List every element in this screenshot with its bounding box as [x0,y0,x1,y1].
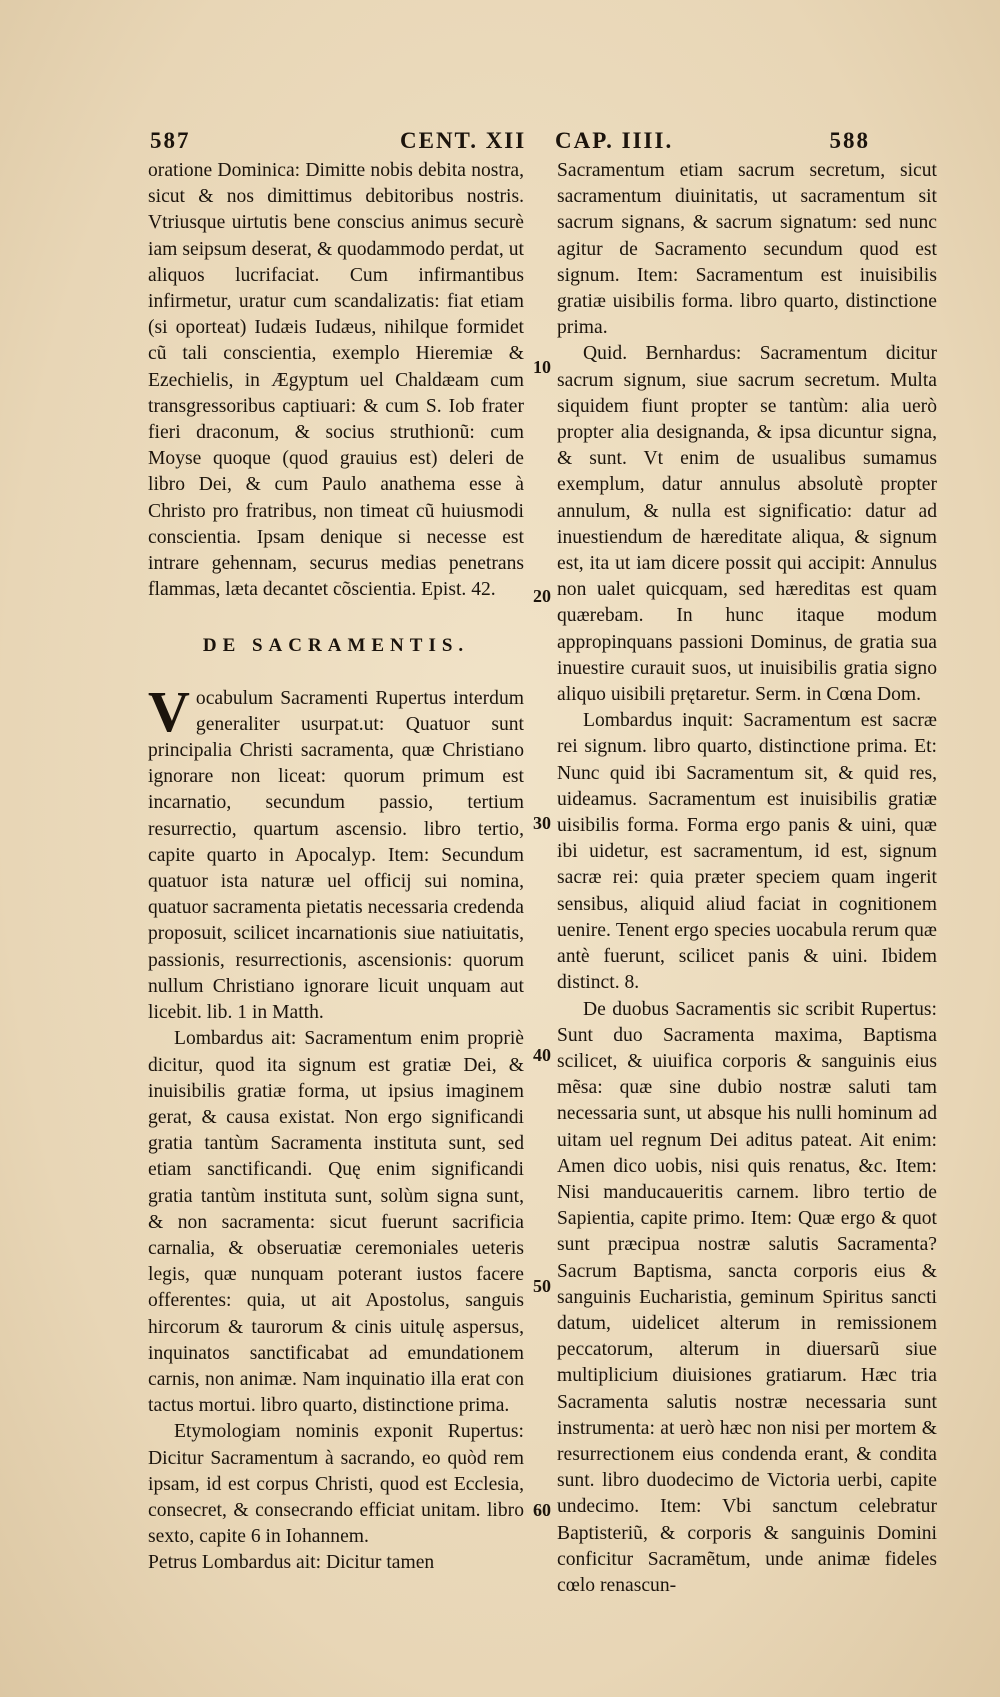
right-paragraph-3: Lombardus inquit: Sacramentum est sacræ rei signum. libro quarto, distinctione prima. Et: Nunc quid ibi Sacramentum sit, & quid res, uideamus. Sacramentum est inuisibilis gratiæ uisibilis forma. Forma ergo panis & uini, quæ ibi uidetur, est sacramentum, id est, signum sacræ rei: quia præter speciem quam ingerit sensibus, aliquid aliud faciat in cognitionem uenire. Tenent ergo species uocabula rerum quæ antè fuerunt, scilicet panis & uini. Ibidem distinct. 8. [557,710,937,994]
left-paragraph-2-text: ocabulum Sacramenti Rupertus interdum generaliter usurpat.ut: Quatuor sunt principalia Christi sacramenta, quæ Christiano ignorare non liceat: quorum primum est incarnatio, secundum passio, tertium resurrectio, quartum ascensio. libro tertio, capite quarto in Apocalyp. Item: Secundum quatuor ista naturæ uel officij sui nomina, quatuor sacramenta pietatis necessaria credenda proposuit, scilicet incarnationis siue natiuitatis, passionis, resurrectionis, ascensionis: quorum nullum Christiano ignorare licuit unquam aut licebit. lib. 1 in Matth. [148,687,524,1024]
left-paragraph-3: Lombardus ait: Sacramentum enim propriè dicitur, quod ita signum est gratiæ Dei, & inuisibilis gratiæ forma, ut ipsius imaginem gerat, & causa existat. Non ergo significandi gratia tantùm Sacramenta instituta sunt, sed etiam sanctificandi. Quę enim significandi gratia tantùm instituta sunt, solùm signa sunt, & non sacramenta: sicut fuerunt sacrificia carnalia, & obseruatiæ ceremoniales ueteris legis, quæ nunquam poterant iustos facere offerentes: quia, ut ait Apostolus, sanguis hircorum & taurorum & cinis uitulę aspersus, inquinatos sanctificabat ad emundationem carnis, non animæ. Nam inquinatio illa erat con tactus mortui. libro quarto, distinctione prima. [148,1028,524,1417]
running-head-right: CAP. IIII. [555,128,674,153]
line-number: 40 [533,1045,551,1065]
left-paragraph-2 [148,678,524,1027]
left-paragraph-1: oratione Dominica: Dimitte nobis debita nostra, sicut & nos dimittimus debitoribus nostris. Vtriusque uirtutis bene conscius animus securè iam seipsum deserat, & quodammodo perdat, ut aliquos lucrifaciat. Cum infirmantibus infirmetur, uratur cum scandalizatis: fiat etiam (si oporteat) Iudæis Iudæus, nihilque formidet cũ tali conscientia, exemplo Hieremiæ & Ezechielis, in Ægyptum uel Chaldæam cum transgressoribus captiuari: & cum S. Iob frater fieri draconum, & socius struthionũ: cum Moyse quoque (quod grauius est) deleri de libro Dei, & cum Paulo anathema esse à Christo pro fratribus, non timeat cũ huiusmodi conscientia. Ipsam denique si necesse est intrare gehennam, securus medias penetrans flammas, læta decantet cõscientia. Epist. 42. [148,160,524,601]
running-header [150,128,870,158]
left-paragraph-4: Etymologiam nominis exponit Rupertus: Dicitur Sacramentum à sacrando, eo quòd rem ipsam, id est corpus Christi, quod est Ecclesia, consecret, & consecrando efficiat unitam. libro sexto, capite 6 in Iohannem. [148,1421,524,1548]
right-paragraph-1: Sacramentum etiam sacrum secretum, sicut sacramentum diuinitatis, ut sacramentum sit sacrum signans, & sacrum signatum: sed nunc agitur de Sacramento secundum quod est signum. Item: Sacramentum est inuisibilis gratiæ uisibilis forma. libro quarto, distinctione prima. [557,160,937,339]
page-number-left: 587 [150,128,191,153]
line-number-gutter [527,0,557,1697]
left-column [148,158,524,1577]
line-number: 60 [533,1500,551,1520]
left-paragraph-5: Petrus Lombardus ait: Dicitur tamen [148,1552,435,1574]
right-paragraph-2: Quid. Bernhardus: Sacramentum dicitur sacrum signum, siue sacrum secretum. Multa siquidem fiunt propter se tantùm: alia uerò propter alia designanda, & ipsa dicuntur signa, & sunt. Vt enim de usualibus sumamus exemplum, datur annulus absolutè propter annulum, & nulla est significatio: datur ad inuestiendum de hæreditate aliqua, & signum est, ita ut iam dicere possit qui accipit: Annulus non ualet quicquam, sed hæreditas est quam quærebam. In hunc itaque modum appropinquans passioni Dominus, de gratia sua inuestire curauit suos, ut inuisibilis gratia signo aliquo uisibili prętaretur. Serm. in Cœna Dom. [557,343,937,706]
right-column [557,158,937,1599]
page-number-right: 588 [829,128,870,153]
line-number: 50 [533,1276,551,1296]
line-number: 20 [533,586,551,606]
right-paragraph-4: De duobus Sacramentis sic scribit Rupertus: Sunt duo Sacramenta maxima, Baptisma scilicet, & uiuifica corporis & sanguinis eius mẽsa: quæ sine dubio nostræ saluti tam necessaria sunt, ut absque his nulli hominum ad uitam uel regnum Dei aditus pateat. Ait enim: Amen dico uobis, nisi quis renatus, &c. Item: Nisi manducaueritis carnem. libro tertio de Sapientia, capite primo. Item: Quæ ergo & quot sunt præcipua nostræ salutis Sacramenta? Sacrum Baptisma, sancta corporis eius & sanguinis Eucharistia, geminum Spiritus sancti datum, uidelicet alterum in remissionem peccatorum, alterum in diuersarũ siue multiplicium diuisiones gratiarum. Hæc tria Sacramenta salutis nostræ necessaria sunt instrumenta: at uerò hæc non nisi per mortem & resurrectionem eius condenda erant, & condita sunt. libro duodecimo de Victoria uerbi, capite undecimo. Item: Vbi sanctum celebratur Baptisteriũ, & corporis & sanguinis Domini conficitur Sacramẽtum, unde animæ fideles cœlo renascun- [557,998,937,1596]
line-number: 30 [533,813,551,833]
running-head-left: CENT. XII [400,128,527,153]
section-title: DE SACRAMENTIS. [202,635,470,657]
drop-cap: V [148,678,190,744]
line-number: 10 [533,357,551,377]
